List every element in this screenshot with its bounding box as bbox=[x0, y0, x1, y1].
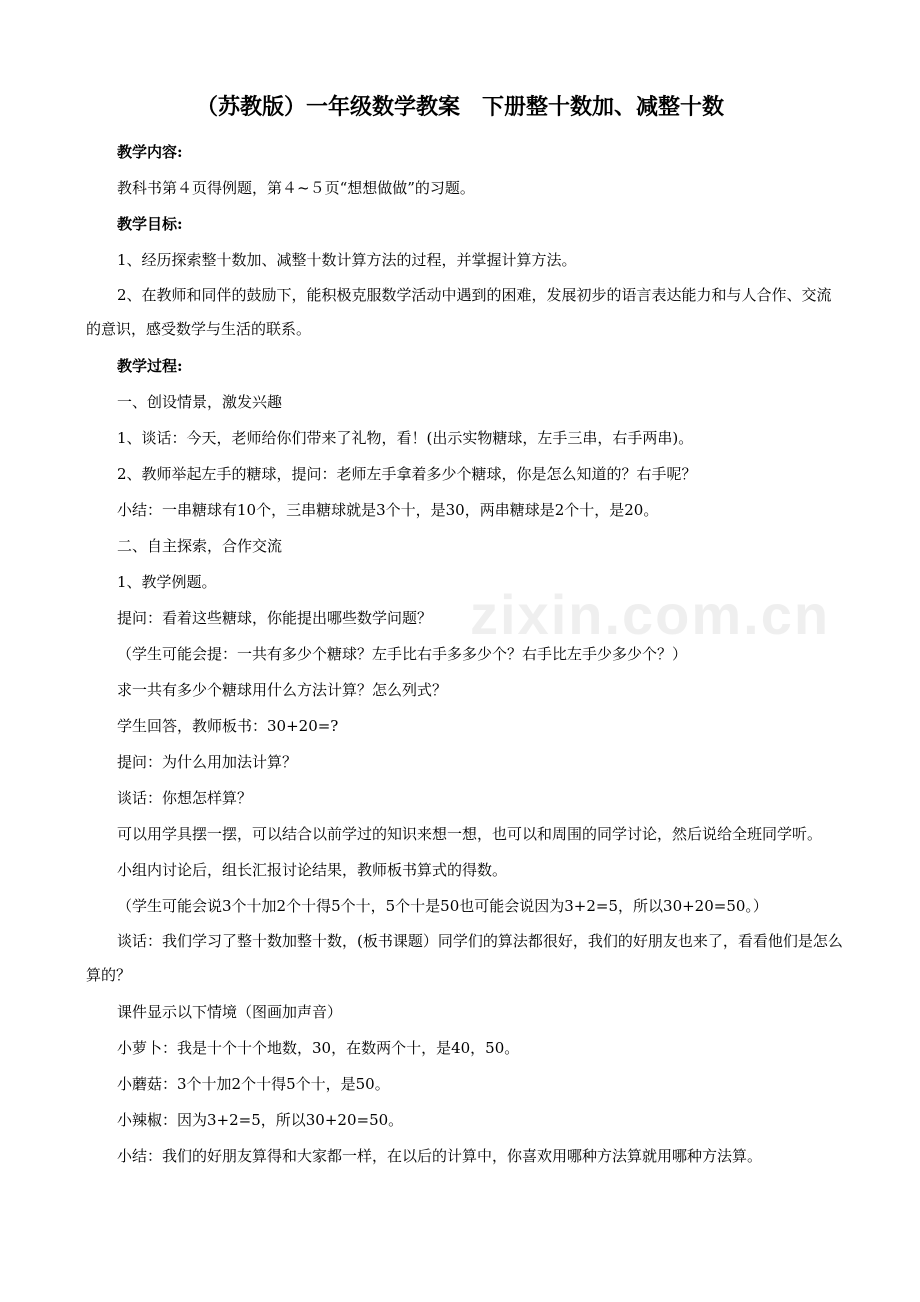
paragraph: 2、在教师和同伴的鼓励下，能积极克服数学活动中遇到的困难，发展初步的语言表达能力和与人合作、交流的意识，感受数学与生活的联系。 bbox=[86, 286, 832, 338]
paragraph: 教科书第４页得例题，第４~５页“想想做做”的习题。 bbox=[117, 179, 475, 197]
paragraph: 可以用学具摆一摆，可以结合以前学过的知识来想一想，也可以和周围的同学讨论，然后说给全班同学听。 bbox=[117, 825, 823, 843]
paragraph: 谈话：你想怎样算？ bbox=[117, 789, 253, 807]
paragraph: 一、创设情景，激发兴趣 bbox=[117, 393, 283, 411]
paragraph: 二、自主探索，合作交流 bbox=[117, 537, 283, 555]
paragraph: （学生可能会提：一共有多少个糖球？左手比右手多多少个？右手比左手少多少个？） bbox=[117, 645, 688, 663]
document-title: （苏教版）一年级数学教案 下册整十数加、减整十数 bbox=[195, 94, 724, 120]
paragraph: 1、教学例题。 bbox=[117, 573, 217, 591]
paragraph: 谈话：我们学习了整十数加整十数，(板书课题）同学们的算法都很好，我们的好朋友也来了，看看他们是怎么算的？ bbox=[86, 932, 843, 984]
paragraph: 小蘑菇：3个十加2个十得5个十，是50。 bbox=[117, 1075, 390, 1093]
paragraph: 学生回答，教师板书：30+20=? bbox=[117, 717, 339, 735]
paragraph: 2、教师举起左手的糖球，提问：老师左手拿着多少个糖球，你是怎么知道的？右手呢？ bbox=[117, 465, 697, 483]
paragraph: 小萝卜：我是十个十个地数，30，在数两个十，是40，50。 bbox=[117, 1039, 520, 1057]
paragraph: 小结：一串糖球有10个，三串糖球就是3个十，是30，两串糖球是2个十，是20。 bbox=[117, 501, 659, 519]
watermark: zixin.com.cn bbox=[470, 583, 831, 646]
section-heading: 教学内容: bbox=[117, 143, 183, 161]
document-body bbox=[86, 134, 846, 1174]
paragraph: 提问：看着这些糖球，你能提出哪些数学问题？ bbox=[117, 609, 433, 627]
paragraph: 求一共有多少个糖球用什么方法计算？怎么列式？ bbox=[117, 681, 448, 699]
paragraph: 提问：为什么用加法计算？ bbox=[117, 753, 298, 771]
paragraph: 课件显示以下情境（图画加声音） bbox=[117, 1003, 343, 1021]
section-heading: 教学目标: bbox=[117, 215, 183, 233]
paragraph: 小组内讨论后，组长汇报讨论结果，教师板书算式的得数。 bbox=[117, 861, 508, 879]
paragraph: 小结：我们的好朋友算得和大家都一样，在以后的计算中，你喜欢用哪种方法算就用哪种方法算。 bbox=[117, 1147, 763, 1165]
paragraph: 1、谈话：今天，老师给你们带来了礼物，看！(出示实物糖球，左手三串，右手两串)。 bbox=[117, 429, 694, 447]
paragraph: 小辣椒：因为3+2=5，所以30+20=50。 bbox=[117, 1111, 404, 1129]
paragraph: 1、经历探索整十数加、减整十数计算方法的过程，并掌握计算方法。 bbox=[117, 251, 577, 269]
paragraph: （学生可能会说3个十加2个十得5个十，5个十是50也可能会说因为3+2=5，所以30+20=50。） bbox=[117, 897, 768, 915]
section-heading: 教学过程: bbox=[117, 357, 183, 375]
